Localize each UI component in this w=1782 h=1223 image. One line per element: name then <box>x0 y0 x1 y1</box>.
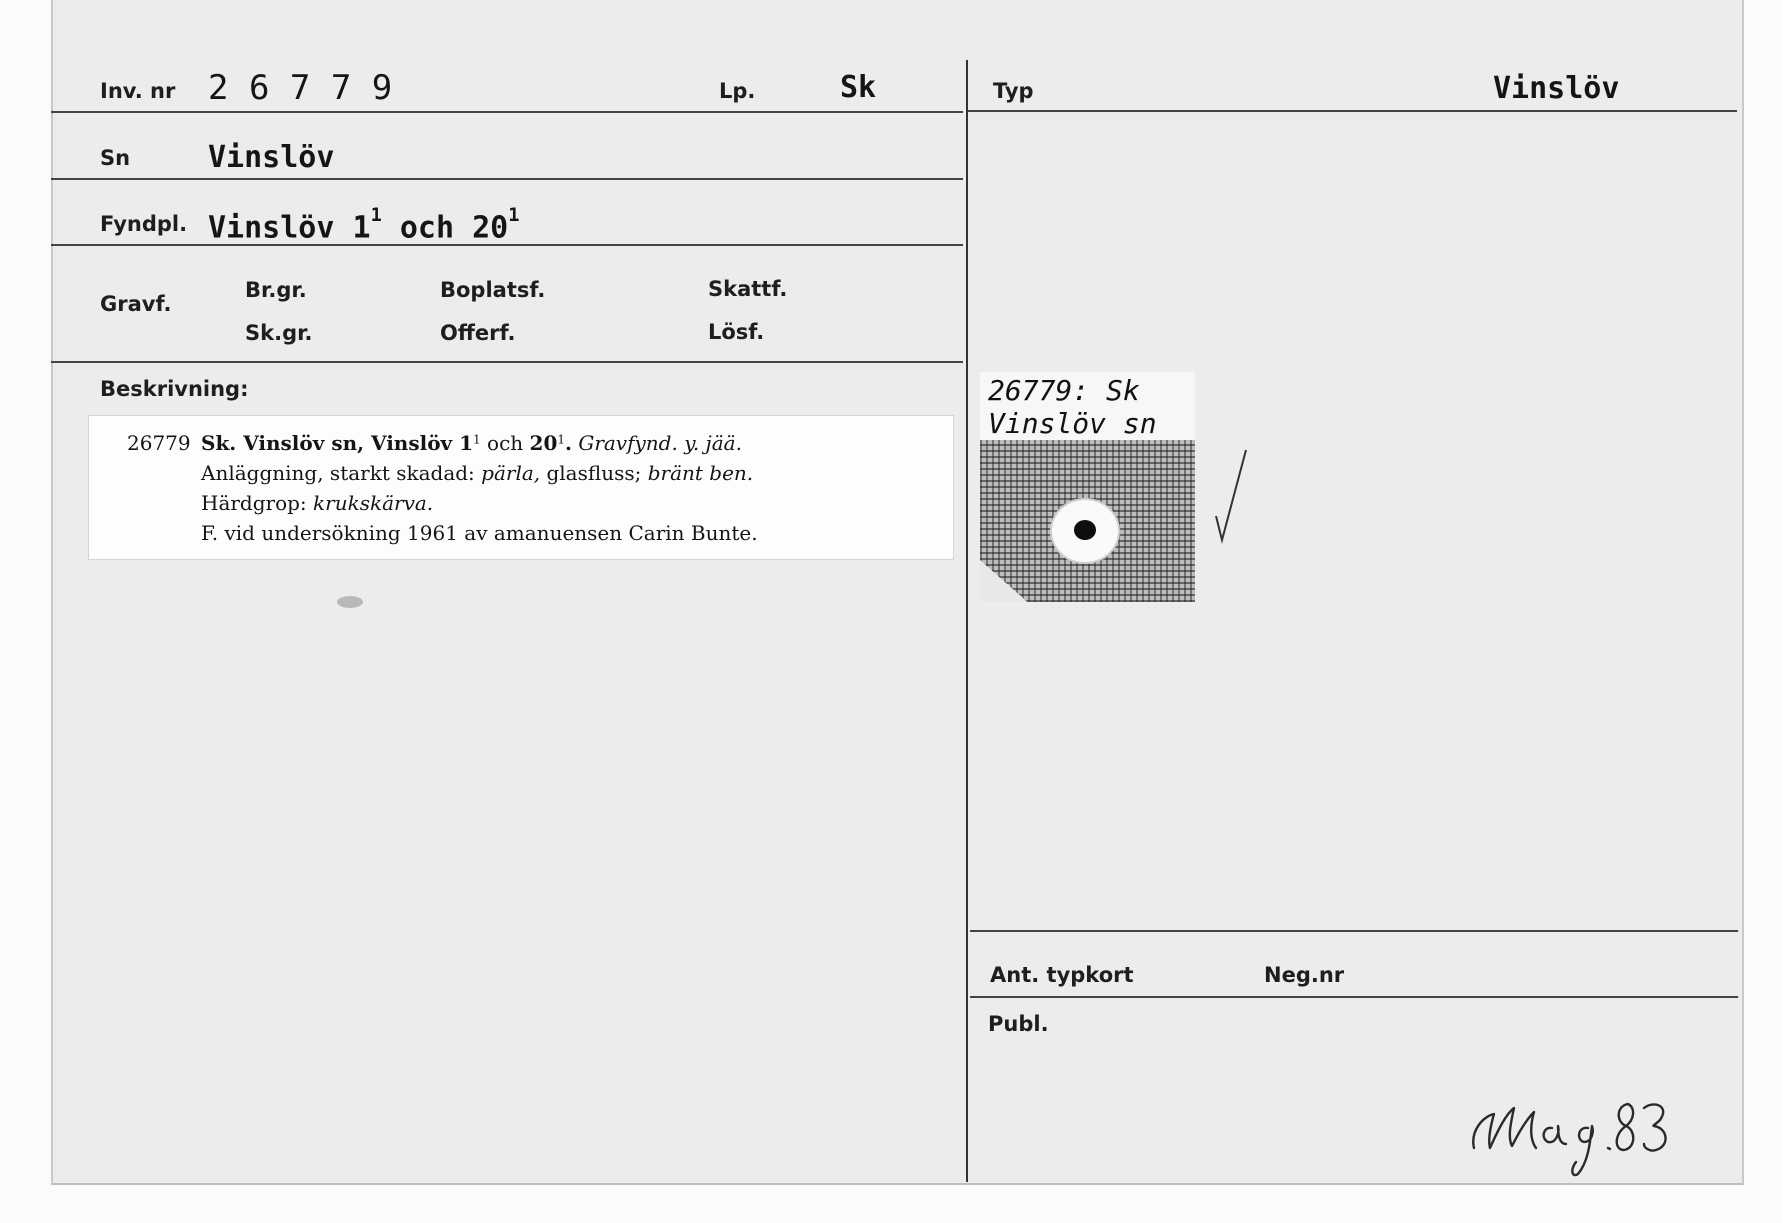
bead-hole <box>1074 520 1096 540</box>
slip-sup-b: 1 <box>557 432 566 447</box>
photo-tag-line-2: Vinslöv sn <box>988 407 1157 440</box>
skgr-label: Sk.gr. <box>245 321 313 345</box>
divider-footer-top <box>970 930 1738 932</box>
typ-label: Typ <box>993 79 1034 103</box>
slip-sup-a: 1 <box>473 432 481 447</box>
inv-nr-label: Inv. nr <box>100 79 176 103</box>
lp-label: Lp. <box>719 79 756 103</box>
divider-header-right <box>967 110 1737 112</box>
description-slip <box>88 415 954 560</box>
boplatsf-label: Boplatsf. <box>440 278 546 302</box>
slip-line-1 <box>201 428 758 458</box>
slip-period: . <box>565 431 572 455</box>
slip-line-4: F. vid undersökning 1961 av amanuensen Carin Bunte. <box>201 521 758 545</box>
divider-categories <box>51 361 963 363</box>
slip-line-2 <box>201 458 758 488</box>
slip-locality: Sk. Vinslöv sn, Vinslöv 1 <box>201 431 474 455</box>
typ-value: Vinslöv <box>1493 71 1620 106</box>
slip-site-20: 20 <box>529 431 558 455</box>
slip-l3-a: Härdgrop: <box>201 491 314 515</box>
skattf-label: Skattf. <box>708 277 788 301</box>
fyndpl-site-2: och 20 <box>381 210 509 246</box>
fyndpl-label: Fyndpl. <box>100 212 188 236</box>
brgr-label: Br.gr. <box>245 278 307 302</box>
divider-footer-mid <box>970 996 1738 998</box>
neg-nr-label: Neg.nr <box>1264 963 1345 987</box>
sn-value: Vinslöv <box>208 140 335 175</box>
slip-number: 26779 <box>127 431 191 455</box>
bead-image <box>1052 500 1118 562</box>
fyndpl-sup-2: 1 <box>508 205 520 226</box>
check-mark-icon <box>1212 446 1252 546</box>
fyndpl-sup-1: 1 <box>370 205 382 226</box>
handwritten-note <box>1460 1078 1680 1178</box>
losf-label: Lösf. <box>708 320 765 344</box>
slip-l2-b: glasfluss; <box>540 461 648 485</box>
lp-value: Sk <box>840 70 877 105</box>
slip-l3-i: krukskärva. <box>313 491 434 515</box>
slip-find-type: Gravfynd. y. jää. <box>571 431 742 455</box>
photo-label-tag <box>980 372 1195 442</box>
ant-typkort-label: Ant. typkort <box>990 963 1134 987</box>
photo-tag-line-1: 26779: Sk <box>988 374 1140 407</box>
beskrivning-label: Beskrivning: <box>100 377 249 401</box>
slip-och: och <box>480 431 530 455</box>
sn-label: Sn <box>100 146 131 170</box>
slip-text <box>201 428 758 548</box>
divider-sn <box>51 178 963 180</box>
bead-photo <box>980 372 1195 602</box>
inv-nr-value: 2 6 7 7 9 <box>208 68 393 108</box>
slip-line-3 <box>201 488 758 518</box>
gravf-label: Gravf. <box>100 292 172 316</box>
column-divider <box>966 60 968 1182</box>
fyndpl-value <box>208 205 519 246</box>
offerf-label: Offerf. <box>440 321 516 345</box>
slip-l2-i1: pärla, <box>481 461 541 485</box>
smudge-mark <box>337 596 363 608</box>
slip-l2-i2: bränt ben. <box>647 461 754 485</box>
divider-header <box>51 111 963 113</box>
slip-l2-a: Anläggning, starkt skadad: <box>201 461 482 485</box>
publ-label: Publ. <box>988 1012 1049 1036</box>
fyndpl-site-1: Vinslöv 1 <box>208 210 371 246</box>
